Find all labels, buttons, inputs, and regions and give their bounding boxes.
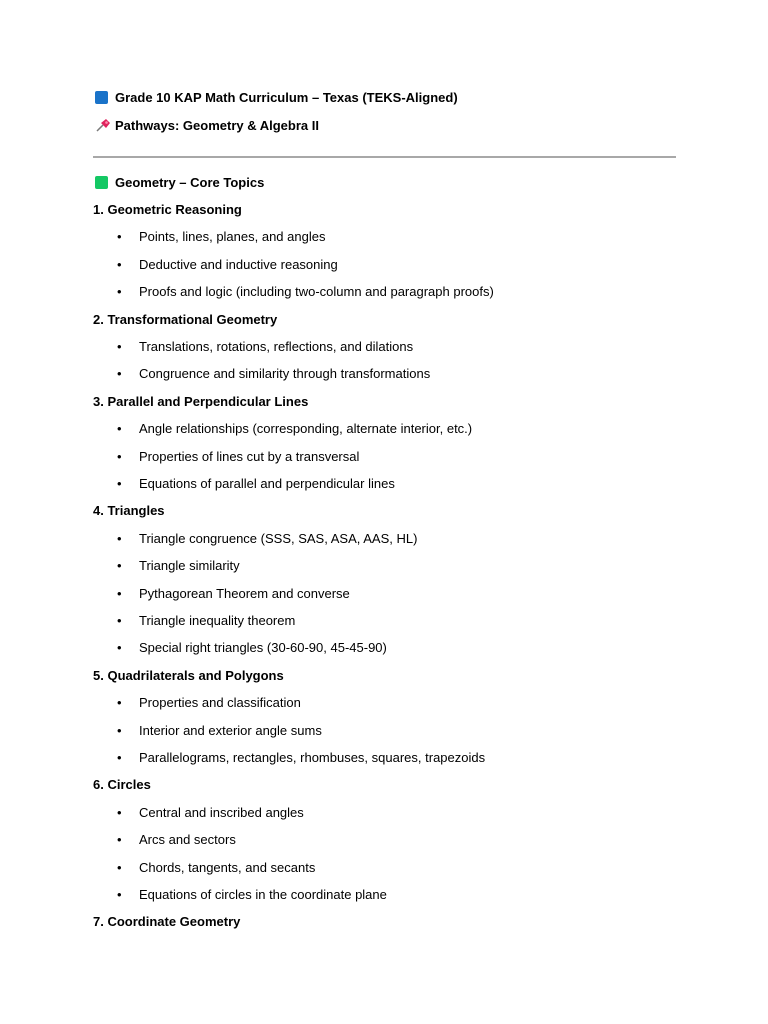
bullet-dot: • [117, 229, 122, 245]
bullet-dot: • [117, 722, 122, 738]
list-item: Equations of circles in the coordinate plane [139, 887, 387, 902]
list-item: Translations, rotations, reflections, and dilations [139, 339, 414, 354]
bullet-dot: • [117, 366, 122, 382]
geometry-heading: Geometry – Core Topics [95, 175, 264, 191]
list-item: Central and inscribed angles [139, 804, 304, 820]
bullet-dot: • [117, 887, 122, 902]
bullet-dot: • [117, 530, 122, 546]
bullet-dot: • [117, 804, 122, 820]
list-item: Points, lines, planes, and angles [139, 229, 326, 245]
section-heading: 3. Parallel and Perpendicular Lines [93, 393, 309, 409]
bullet-dot: • [117, 421, 122, 437]
bullet-dot: • [117, 750, 122, 765]
bullet-dot: • [117, 640, 122, 656]
list-item: Proofs and logic (including two-column and paragraph proofs) [139, 284, 494, 300]
list-item: Triangle congruence (SSS, SAS, ASA, AAS, HL) [139, 530, 418, 546]
bullet-dot: • [117, 284, 122, 300]
bullet-dot: • [117, 859, 122, 875]
list-item: Angle relationships (corresponding, alternate interior, etc.) [139, 421, 473, 437]
bullet-dot: • [117, 585, 122, 601]
blue-book-icon [95, 91, 108, 104]
list-item: Equations of parallel and perpendicular lines [139, 476, 395, 491]
document-title: Grade 10 KAP Math Curriculum – Texas (TEKS-Aligned) [95, 90, 458, 106]
list-item: Special right triangles (30-60-90, 45-45-90) [139, 640, 387, 656]
section-heading: 4. Triangles [93, 503, 165, 519]
list-item: Deductive and inductive reasoning [139, 256, 338, 272]
section-heading: 6. Circles [93, 777, 151, 793]
section-heading: 2. Transformational Geometry [93, 311, 278, 327]
list-item: Pythagorean Theorem and converse [139, 585, 350, 601]
list-item: Congruence and similarity through transformations [139, 366, 431, 382]
bullet-dot: • [117, 448, 122, 464]
bullet-dot: • [117, 558, 122, 574]
list-item: Arcs and sectors [139, 832, 236, 848]
list-item: Interior and exterior angle sums [139, 722, 322, 738]
horizontal-divider [93, 156, 676, 158]
bullet-dot: • [117, 339, 122, 354]
list-item: Properties of lines cut by a transversal [139, 448, 360, 464]
list-item: Chords, tangents, and secants [139, 859, 316, 875]
bullet-dot: • [117, 695, 122, 711]
section-heading: 7. Coordinate Geometry [93, 914, 241, 930]
bullet-dot: • [117, 256, 122, 272]
list-item: Parallelograms, rectangles, rhombuses, squares, trapezoids [139, 750, 486, 765]
section-heading: 5. Quadrilaterals and Polygons [93, 667, 284, 683]
bullet-dot: • [117, 613, 122, 628]
list-item: Triangle similarity [139, 558, 240, 574]
bullet-dot: • [117, 832, 122, 848]
list-item: Triangle inequality theorem [139, 613, 296, 628]
pathways-line: Pathways: Geometry & Algebra II [95, 118, 319, 134]
bullet-dot: • [117, 476, 122, 491]
section-heading: 1. Geometric Reasoning [93, 202, 242, 217]
pushpin-icon [95, 118, 111, 132]
green-square-icon [95, 176, 108, 189]
list-item: Properties and classification [139, 695, 301, 711]
